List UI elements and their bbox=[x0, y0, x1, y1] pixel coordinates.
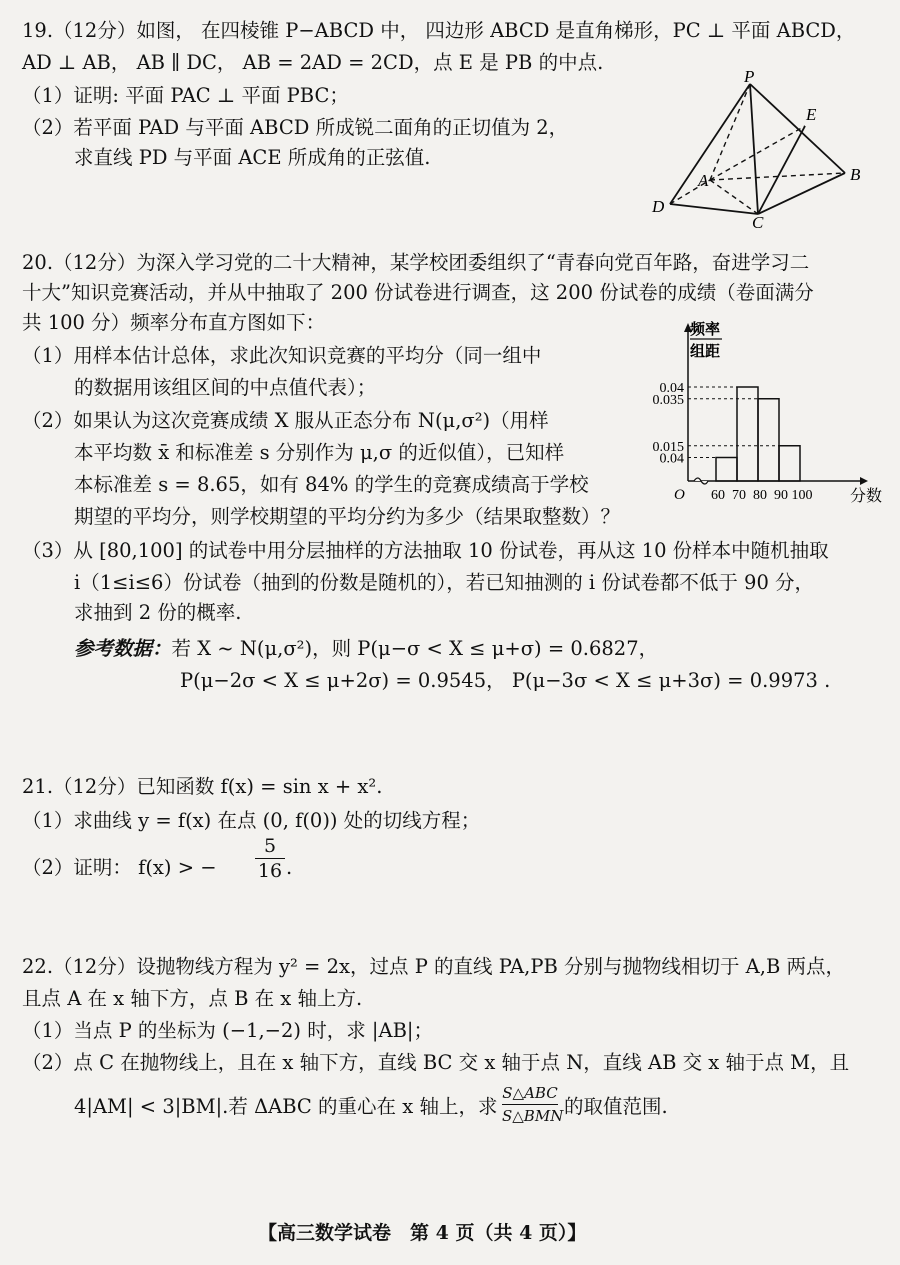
q22-line-3: （1）当点 P 的坐标为 (−1,−2) 时，求 |AB|； bbox=[22, 1019, 433, 1042]
q21-line-1: 21.（12分）已知函数 f(x) = sin x + x². bbox=[22, 775, 383, 798]
x-tick-label: 60 bbox=[711, 488, 725, 503]
label-e: E bbox=[806, 105, 817, 124]
x-tick-label: 90 bbox=[774, 488, 788, 503]
histogram-bar bbox=[758, 399, 779, 481]
histogram-bar bbox=[716, 458, 737, 482]
q20-line-5: 的数据用该组区间的中点值代表）； bbox=[74, 376, 377, 399]
x-axis-label: 分数 bbox=[850, 488, 883, 504]
histogram-bar bbox=[779, 446, 800, 481]
q19-line-3: （1）证明: 平面 PAC ⊥ 平面 PBC； bbox=[22, 84, 349, 107]
x-tick-label: 100 bbox=[791, 488, 813, 503]
q22-denominator: S△BMN bbox=[502, 1107, 564, 1125]
q21-line-3 bbox=[22, 855, 217, 881]
frequency-histogram bbox=[628, 318, 890, 504]
q19-line-1: 19.（12分）如图， 在四棱锥 P−ABCD 中， 四边形 ABCD 是直角梯形，PC ⊥ 平面 ABCD， bbox=[22, 19, 856, 42]
y-tick-label: 0.04 bbox=[659, 451, 684, 467]
q20-line-1: 20.（12分）为深入学习党的二十大精神，某学校团委组织了“青春向党百年路，奋进学习二 bbox=[22, 251, 810, 274]
q20-line-6: （2）如果认为这次竞赛成绩 X 服从正态分布 N(μ,σ²)（用样 bbox=[22, 409, 549, 432]
q21-numerator: 5 bbox=[255, 834, 285, 859]
q20-line-10: （3）从 [80,100] 的试卷中用分层抽样的方法抽取 10 份试卷，再从这 10 份样本中随机抽取 bbox=[22, 539, 829, 562]
q21-line-3-text: （2）证明： f(x) > − bbox=[22, 856, 217, 879]
y-axis-label-top: 频率 bbox=[690, 322, 721, 338]
reference-data-line-1 bbox=[74, 636, 658, 662]
q22-line-5 bbox=[74, 1094, 497, 1120]
q20-line-11: i（1≤i≤6）份试卷（抽到的份数是随机的），若已知抽测的 i 份试卷都不低于 90 分， bbox=[74, 571, 815, 594]
pyramid-figure bbox=[640, 70, 880, 230]
histogram-bar bbox=[737, 387, 758, 481]
q19-line-2: AD ⊥ AB， AB ∥ DC， AB = 2AD = 2CD，点 E 是 PB 的中点. bbox=[22, 51, 604, 74]
q19-line-4: （2）若平面 PAD 与平面 ABCD 所成锐二面角的正切值为 2， bbox=[22, 116, 569, 139]
x-tick-label: 80 bbox=[753, 488, 767, 503]
axis-break bbox=[694, 478, 708, 484]
q22-line-1: 22.（12分）设抛物线方程为 y² = 2x，过点 P 的直线 PA,PB 分别与抛物线相切于 A,B 两点， bbox=[22, 955, 845, 978]
label-p: P bbox=[744, 70, 755, 86]
y-tick-label: 0.035 bbox=[652, 392, 684, 408]
label-b: B bbox=[850, 165, 861, 184]
x-tick-label: 70 bbox=[732, 488, 746, 503]
q19-line-5: 求直线 PD 与平面 ACE 所成角的正弦值. bbox=[74, 146, 431, 169]
reference-data-line-2: P(μ−2σ < X ≤ μ+2σ) = 0.9545， P(μ−3σ < X ≤ μ+3σ) = 0.9973 . bbox=[180, 669, 831, 692]
q20-line-8: 本标准差 s = 8.65，如有 84% 的学生的竞赛成绩高于学校 bbox=[74, 473, 589, 496]
y-tick-label: 0.04 bbox=[659, 381, 684, 396]
q20-line-9: 期望的平均分，则学校期望的平均分约为多少（结果取整数）？ bbox=[74, 505, 621, 528]
q20-line-3: 共 100 分）频率分布直方图如下： bbox=[22, 311, 326, 334]
page-footer: 【高三数学试卷 第 4 页（共 4 页）】 bbox=[258, 1222, 587, 1244]
reference-data-label: 参考数据： bbox=[74, 637, 172, 660]
q22-line-4: （2）点 C 在抛物线上，且在 x 轴下方，直线 BC 交 x 轴于点 N，直线 AB 交 x 轴于点 M，且 bbox=[22, 1051, 850, 1074]
q21-fraction bbox=[255, 834, 285, 883]
q20-line-7: 本平均数 x̄ 和标准差 s 分别作为 μ,σ 的近似值），已知样 bbox=[74, 441, 565, 464]
reference-data-1: 若 X ~ N(μ,σ²)，则 P(μ−σ < X ≤ μ+σ) = 0.6827， bbox=[171, 637, 659, 660]
label-c: C bbox=[752, 213, 764, 230]
q21-period: . bbox=[286, 856, 293, 879]
q21-denominator: 16 bbox=[257, 860, 283, 882]
q20-line-2: 十大”知识竞赛活动，并从中抽取了 200 份试卷进行调查，这 200 份试卷的成绩（卷面满分 bbox=[22, 281, 814, 304]
origin-label: O bbox=[674, 487, 685, 503]
q20-line-4: （1）用样本估计总体，求此次知识竞赛的平均分（同一组中 bbox=[22, 344, 542, 367]
q21-line-2: （1）求曲线 y = f(x) 在点 (0, f(0)) 处的切线方程； bbox=[22, 809, 481, 832]
q22-line-2: 且点 A 在 x 轴下方，点 B 在 x 轴上方. bbox=[22, 987, 363, 1010]
q22-fraction bbox=[502, 1082, 564, 1127]
y-tick-label: 0.015 bbox=[652, 439, 684, 455]
q22-line-5-end: 的取值范围. bbox=[564, 1095, 668, 1118]
q20-line-12: 求抽到 2 份的概率. bbox=[74, 601, 242, 624]
label-a: A bbox=[698, 171, 709, 190]
y-axis-label-bottom: 组距 bbox=[690, 344, 721, 360]
q22-line-5-text: 4|AM| < 3|BM|.若 ΔABC 的重心在 x 轴上，求 bbox=[74, 1095, 498, 1118]
label-d: D bbox=[652, 197, 665, 216]
x-axis-arrow bbox=[860, 477, 868, 485]
q22-numerator: S△ABC bbox=[502, 1082, 558, 1105]
